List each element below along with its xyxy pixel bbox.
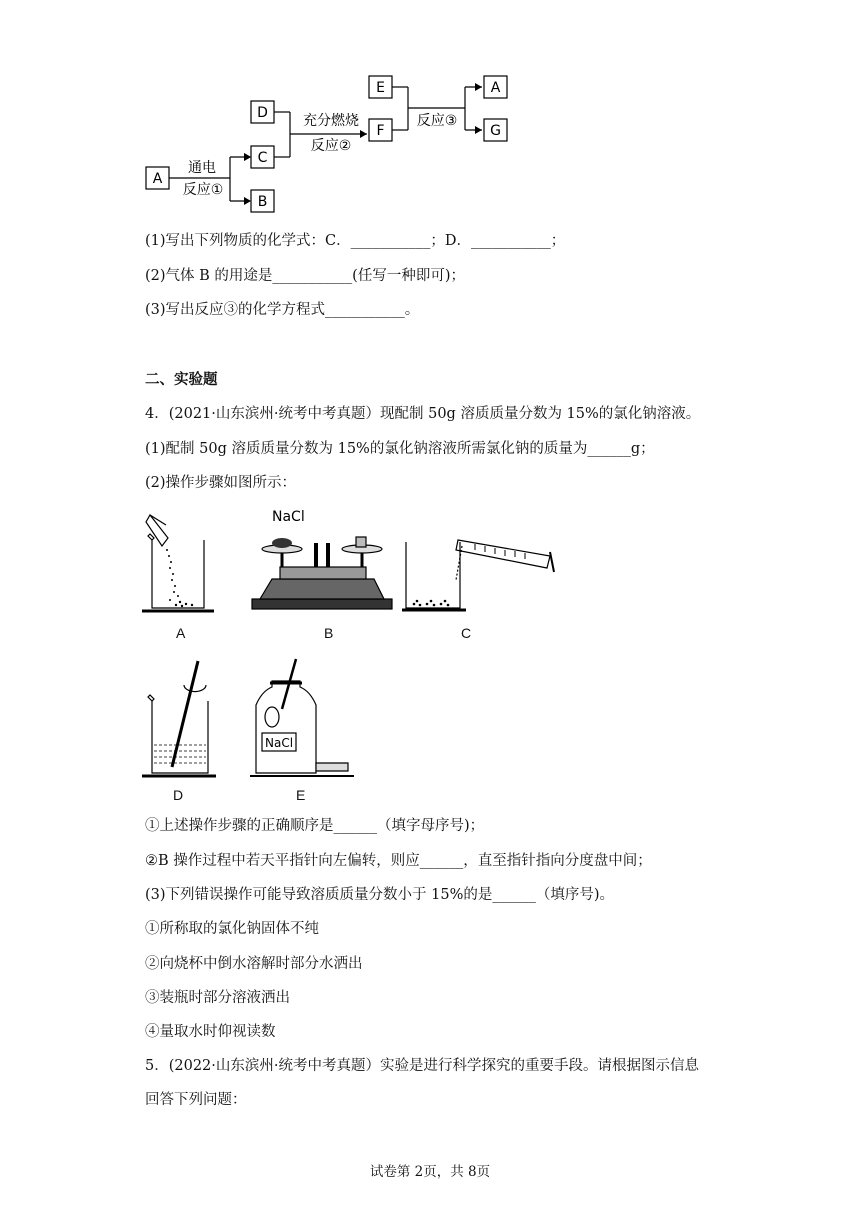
section-title: 二、实验题 (145, 371, 218, 388)
node-a2: A (490, 80, 501, 96)
figure-b-label: B (324, 625, 334, 641)
q4-step1: ①上述操作步骤的正确顺序是______（填字母序号)； (145, 818, 485, 834)
node-e: E (376, 80, 385, 96)
q5-stem-line1: 5．(2022·山东滨州·统考中考真题）实验是进行科学探究的重要手段。请根据图示信息 (145, 1058, 699, 1074)
reaction-flow-diagram (140, 65, 520, 220)
edge2-top-label: 充分燃烧 (303, 113, 359, 129)
q4-part3: (3)下列错误操作可能导致溶质质量分数小于 15%的是______（填序号)。 (145, 887, 615, 903)
node-c: C (257, 150, 268, 166)
q4-part2: (2)操作步骤如图所示： (145, 475, 297, 491)
figure-b-nacl-label: NaCl (272, 509, 305, 525)
node-f: F (376, 123, 385, 139)
q3-part2: (2)气体 B 的用途是___________(任写一种即可)； (145, 268, 465, 284)
figure-a-pour-solid (140, 510, 220, 615)
edge1-top-label: 通电 (188, 160, 216, 176)
q4-option4: ④量取水时仰视读数 (145, 1024, 276, 1040)
figure-c-pour-water (400, 520, 560, 615)
figure-e-reagent-bottle (248, 655, 358, 780)
edge1-bottom-label: 反应① (182, 182, 224, 198)
q4-option2: ②向烧杯中倒水溶解时部分水洒出 (145, 956, 363, 972)
edge2-bottom-label: 反应② (310, 138, 352, 154)
q4-step2: ②B 操作过程中若天平指针向左偏转，则应______，直至指针指向分度盘中间； (145, 853, 652, 869)
figure-a-label: A (176, 625, 186, 641)
node-b: B (257, 194, 268, 210)
q4-option3: ③装瓶时部分溶液洒出 (145, 990, 290, 1006)
figure-b-balance (250, 503, 395, 613)
page-footer: 试卷第 2页，共 8页 (369, 1164, 491, 1180)
figure-d-stirring (140, 655, 225, 780)
edge3-bottom-label: 反应③ (416, 113, 458, 129)
node-g: G (490, 123, 501, 139)
node-d: D (257, 105, 268, 121)
figure-e-nacl-label: NaCl (265, 736, 294, 750)
figure-d-label: D (173, 787, 184, 803)
q3-part1: (1)写出下列物质的化学式：C．___________；D．___________； (145, 233, 566, 249)
q3-part3: (3)写出反应③的化学方程式___________。 (145, 302, 420, 318)
node-a: A (152, 171, 163, 187)
figure-c-label: C (461, 625, 472, 641)
q4-part1: (1)配制 50g 溶质质量分数为 15%的氯化钠溶液所需氯化钠的质量为______g； (145, 441, 655, 457)
q4-stem: 4．(2021·山东滨州·统考中考真题）现配制 50g 溶质质量分数为 15%的氯化钠溶液。 (145, 406, 701, 422)
figure-e-label: E (296, 787, 306, 803)
q5-stem-line2: 回答下列问题： (145, 1092, 247, 1108)
q4-option1: ①所称取的氯化钠固体不纯 (145, 921, 319, 937)
